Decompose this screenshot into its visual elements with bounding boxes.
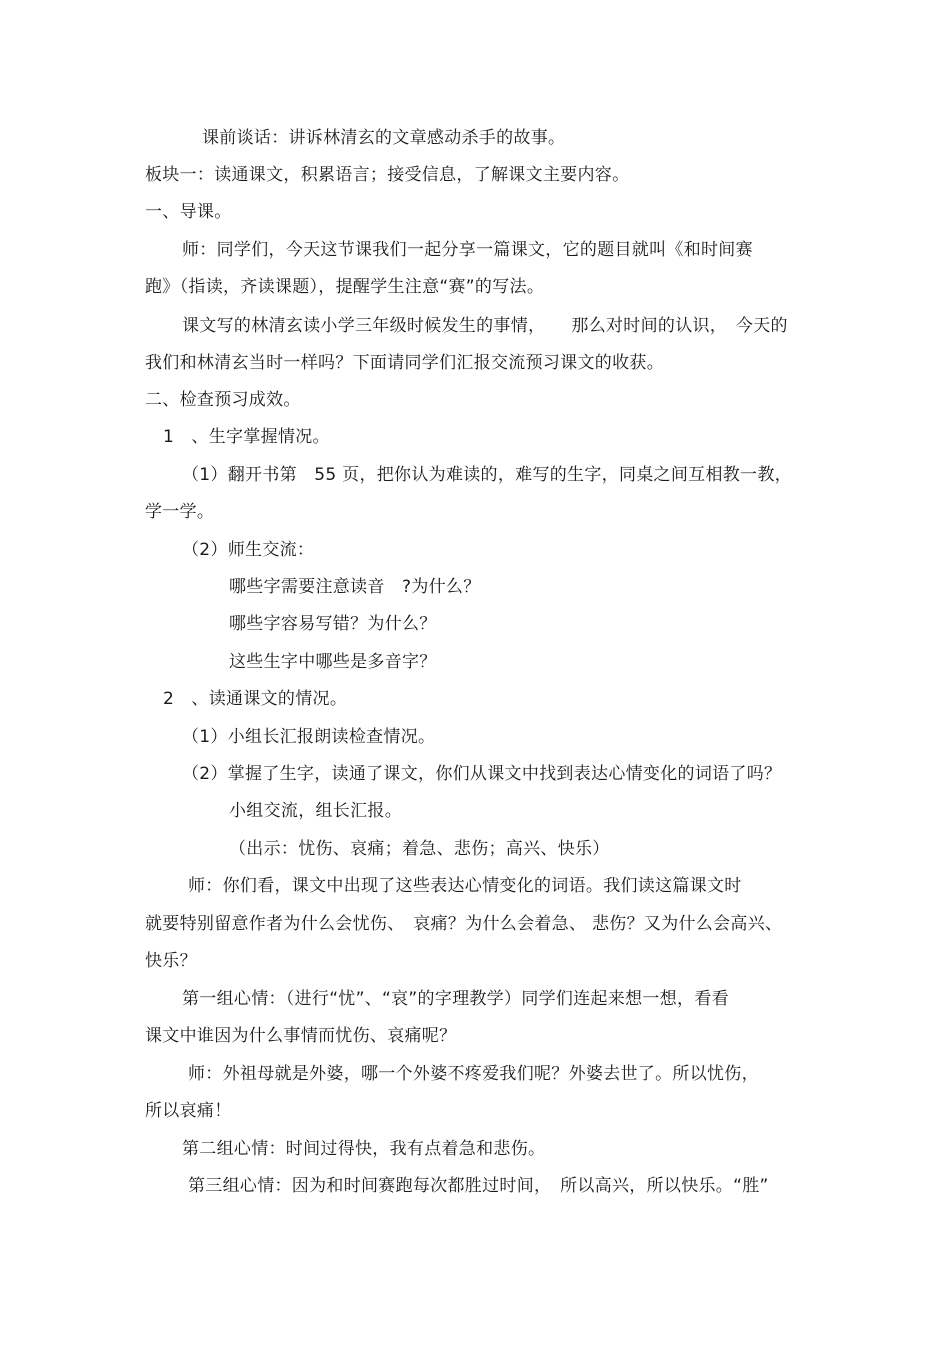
text-line: 哪些字容易写错？为什么？ (229, 614, 437, 634)
text-line: 师：外祖母就是外婆，哪一个外婆不疼爱我们呢？外婆去世了。所以忧伤， (188, 1064, 759, 1084)
text-line: 第一组心情：（进行“忧”、“哀”的字理教学）同学们连起来想一想，看看 (182, 989, 729, 1009)
text-line: （1）翻开书第 55 页，把你认为难读的，难写的生字，同桌之间互相教一教， (182, 465, 792, 485)
text-line: 一、导课。 (145, 202, 232, 222)
text-line: 跑》（指读，齐读课题），提醒学生注意“赛”的写法。 (145, 277, 545, 297)
text-line: （1）小组长汇报朗读检查情况。 (182, 727, 436, 747)
text-line: 第三组心情：因为和时间赛跑每次都胜过时间， 所以高兴，所以快乐。“胜” (188, 1176, 769, 1196)
text-line: 快乐？ (145, 951, 197, 971)
text-line: 师：同学们，今天这节课我们一起分享一篇课文，它的题目就叫《和时间赛 (182, 240, 753, 260)
text-line: 哪些字需要注意读音 ?为什么？ (229, 577, 481, 597)
text-line: 1 、生字掌握情况。 (163, 427, 330, 447)
text-line: 板块一：读通课文，积累语言；接受信息，了解课文主要内容。 (145, 165, 630, 185)
text-line: 第二组心情：时间过得快，我有点着急和悲伤。 (182, 1139, 546, 1159)
text-line: 小组交流，组长汇报。 (229, 801, 402, 821)
text-line: 课前谈话：讲诉林清玄的文章感动杀手的故事。 (202, 128, 566, 148)
text-line: 课文写的林清玄读小学三年级时候发生的事情， 那么对时间的认识， 今天的 (182, 316, 788, 336)
text-line: 我们和林清玄当时一样吗？下面请同学们汇报交流预习课文的收获。 (145, 353, 664, 373)
text-line: 这些生字中哪些是多音字？ (229, 652, 437, 672)
text-line: （2）师生交流： (182, 540, 315, 560)
text-line: 所以哀痛！ (145, 1101, 232, 1121)
text-line: （2）掌握了生字，读通了课文，你们从课文中找到表达心情变化的词语了吗？ (182, 764, 782, 784)
text-line: 就要特别留意作者为什么会忧伤、 哀痛？为什么会着急、 悲伤？又为什么会高兴、 (145, 914, 783, 934)
text-line: （出示：忧伤、哀痛；着急、悲伤；高兴、快乐） (229, 839, 610, 859)
text-line: 2 、读通课文的情况。 (163, 689, 348, 709)
text-line: 学一学。 (145, 502, 215, 522)
text-line: 师：你们看，课文中出现了这些表达心情变化的词语。我们读这篇课文时 (188, 876, 742, 896)
text-line: 课文中谁因为什么事情而忧伤、哀痛呢？ (145, 1026, 457, 1046)
text-line: 二、检查预习成效。 (145, 390, 301, 410)
